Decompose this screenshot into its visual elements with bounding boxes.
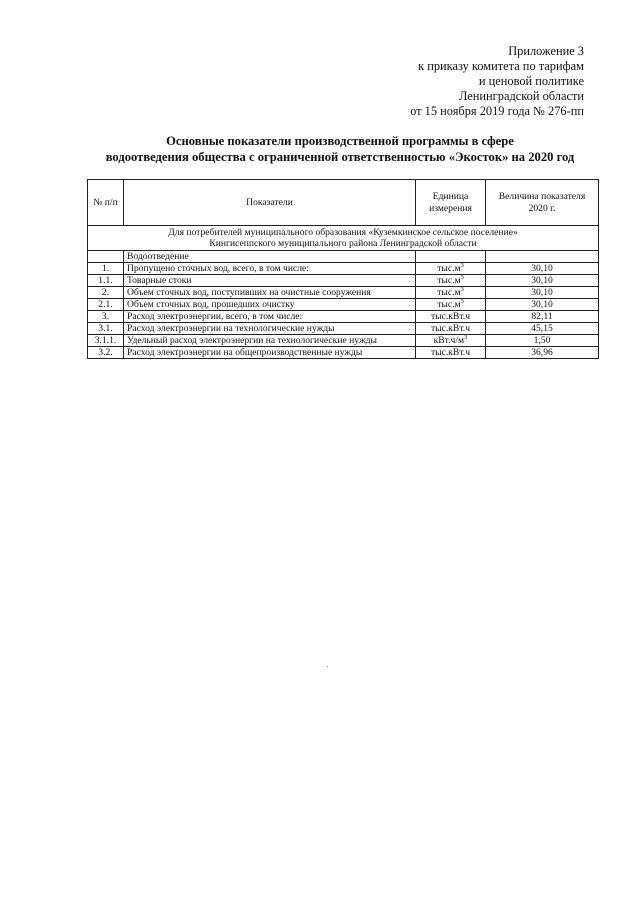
row-number: 2.1. bbox=[88, 299, 124, 311]
row-number: 1.1. bbox=[88, 275, 124, 287]
section-num-cell bbox=[88, 251, 124, 263]
row-indicator: Пропущено сточных вод, всего, в том числе: bbox=[124, 263, 416, 275]
unit-base: тыс.кВт.ч bbox=[430, 347, 471, 358]
appendix-line: Приложение 3 bbox=[508, 44, 584, 58]
unit-exponent: 3 bbox=[464, 334, 468, 341]
row-number: 3.2. bbox=[88, 347, 124, 359]
unit-base: тыс.м bbox=[437, 299, 461, 310]
section-value-cell bbox=[486, 251, 599, 263]
table-row bbox=[88, 347, 599, 359]
unit-base: кВт.ч/м bbox=[433, 335, 465, 346]
row-indicator: Объем сточных вод, поступивших на очистные сооружения bbox=[124, 287, 416, 299]
row-indicator: Удельный расход электроэнергии на технологические нужды bbox=[124, 335, 416, 347]
row-unit bbox=[416, 263, 486, 275]
table-header-row bbox=[88, 180, 599, 226]
row-unit bbox=[416, 299, 486, 311]
section-unit-cell bbox=[416, 251, 486, 263]
row-number: 3.1.1. bbox=[88, 335, 124, 347]
table-row bbox=[88, 323, 599, 335]
row-value: 30,10 bbox=[486, 275, 599, 287]
title-line-1: Основные показатели производственной программы в сфере bbox=[166, 134, 514, 148]
row-unit bbox=[416, 347, 486, 359]
row-value: 30,10 bbox=[486, 287, 599, 299]
header-value: Величина показателя 2020 г. bbox=[486, 180, 599, 226]
appendix-line: и ценовой политике bbox=[478, 74, 584, 88]
unit-exponent: 3 bbox=[460, 286, 464, 293]
appendix-line: Ленинградской области bbox=[458, 89, 584, 103]
appendix-line: к приказу комитета по тарифам bbox=[418, 59, 584, 73]
row-indicator: Объем сточных вод, прошедших очистку bbox=[124, 299, 416, 311]
row-value: 30,10 bbox=[486, 299, 599, 311]
group-line-2: Кингисеппского муниципального района Ленинградской области bbox=[209, 238, 477, 249]
row-unit bbox=[416, 275, 486, 287]
unit-base: тыс.кВт.ч bbox=[430, 311, 471, 322]
row-indicator: Расход электроэнергии на технологические нужды bbox=[124, 323, 416, 335]
unit-exponent: 3 bbox=[460, 274, 464, 281]
table-row bbox=[88, 287, 599, 299]
row-number: 3. bbox=[88, 311, 124, 323]
header-name: Показатели bbox=[124, 180, 416, 226]
unit-base: тыс.м bbox=[437, 287, 461, 298]
appendix-line: от 15 ноября 2019 года № 276-пп bbox=[410, 104, 584, 118]
table-row bbox=[88, 263, 599, 275]
header-unit: Единица измерения bbox=[416, 180, 486, 226]
row-unit bbox=[416, 311, 486, 323]
scan-speck bbox=[327, 666, 328, 667]
row-number: 1. bbox=[88, 263, 124, 275]
group-cell bbox=[88, 226, 599, 251]
row-unit bbox=[416, 323, 486, 335]
unit-exponent: 3 bbox=[460, 298, 464, 305]
row-indicator: Товарные стоки bbox=[124, 275, 416, 287]
row-indicator: Расход электроэнергии на общепроизводственные нужды bbox=[124, 347, 416, 359]
unit-base: тыс.кВт.ч bbox=[430, 323, 471, 334]
unit-exponent: 3 bbox=[460, 262, 464, 269]
row-unit bbox=[416, 287, 486, 299]
table-row bbox=[88, 299, 599, 311]
appendix-block bbox=[364, 44, 584, 119]
group-row bbox=[88, 226, 599, 251]
section-row bbox=[88, 251, 599, 263]
indicators-table bbox=[87, 179, 599, 359]
table-row bbox=[88, 311, 599, 323]
section-title: Водоотведение bbox=[124, 251, 416, 263]
table-row bbox=[88, 275, 599, 287]
row-value: 30,10 bbox=[486, 263, 599, 275]
title-line-2: водоотведения общества с ограниченной ответственностью «Экосток» на 2020 год bbox=[105, 150, 575, 164]
row-indicator: Расход электроэнергии, всего, в том числе: bbox=[124, 311, 416, 323]
row-value: 1,50 bbox=[486, 335, 599, 347]
row-number: 3.1. bbox=[88, 323, 124, 335]
document-title bbox=[70, 133, 610, 165]
row-number: 2. bbox=[88, 287, 124, 299]
unit-base: тыс.м bbox=[437, 263, 461, 274]
row-unit bbox=[416, 335, 486, 347]
group-line-1: Для потребителей муниципального образования «Куземкинское сельское поселение» bbox=[168, 227, 518, 238]
unit-base: тыс.м bbox=[437, 275, 461, 286]
header-num: № п/п bbox=[88, 180, 124, 226]
row-value: 36,96 bbox=[486, 347, 599, 359]
row-value: 45,15 bbox=[486, 323, 599, 335]
table-row bbox=[88, 335, 599, 347]
row-value: 82,11 bbox=[486, 311, 599, 323]
